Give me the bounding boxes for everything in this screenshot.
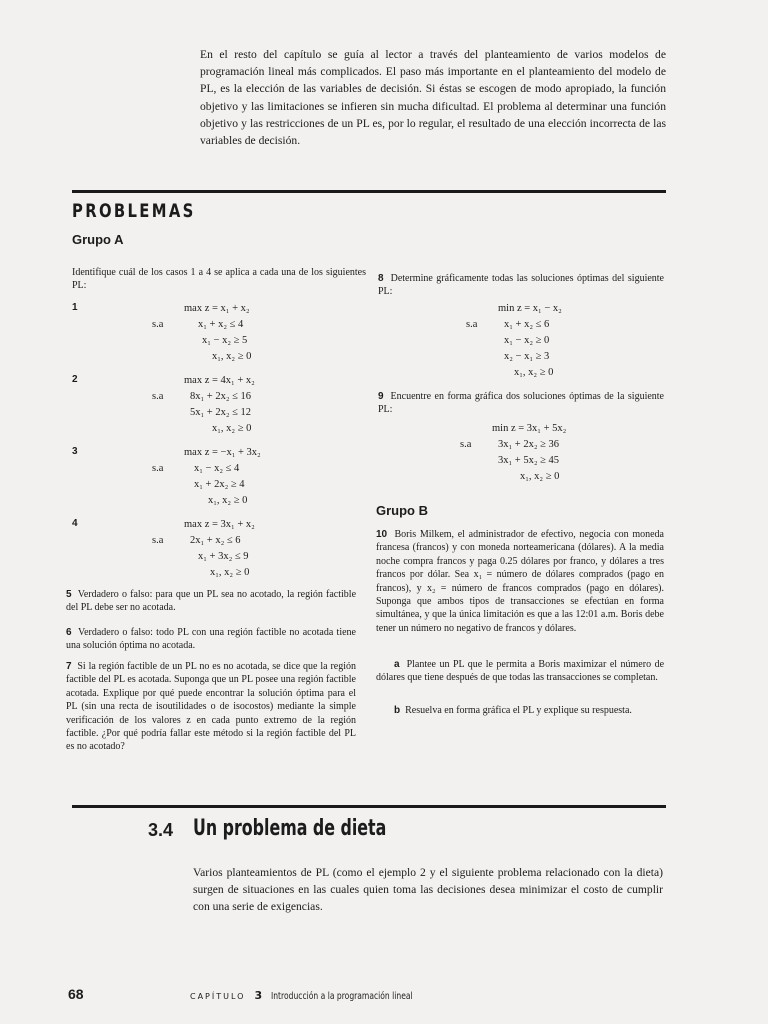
problem-10-part-a: a Plantee un PL que le permita a Boris maximizar el número de dólares que tiene después de que todas las transacciones se completan. (376, 659, 665, 684)
problem-1-number: 1 (72, 302, 78, 313)
problem-7: 7 Si la región factible de un PL no es no acotada, se dice que la región factible del PL es acotada. Suponga que un PL posee una región factible acotada. Explique por qué puede encontrar la solución óptima para el PL (sin una recta de isoutilidades o de isocostos) mediante la simple verificación de los valores z en cada punto extremo de la región factible. ¿Por qué podría fallar este método si la región factible del PL es no acotado? (66, 661, 357, 753)
problem-4-model: max z = 3x₁ + x₂ s.a 2x₁ + x₂ ≤ 6 x₁ + 3x₂ ≤ 9 x₁, x₂ ≥ 0 (152, 519, 255, 578)
problem-2-number: 2 (72, 374, 78, 385)
section-number: 3.4 (148, 820, 174, 840)
section-heading: Un problema de dieta (193, 816, 387, 841)
problem-9-statement: 9 Encuentre en forma gráfica dos soluciones óptimas de la siguiente PL: (378, 391, 664, 416)
section-rule-bottom (72, 805, 666, 808)
section-paragraph: Varios planteamientos de PL (como el ejemplo 2 y el siguiente problema relacionado con la dieta) surgen de situaciones en las cuales quien toma las decisiones desea minimizar el costo de cumplir con una serie de exigencias. (193, 866, 663, 913)
problem-9-model: min z = 3x₁ + 5x₂ s.a 3x₁ + 2x₂ ≥ 36 3x₁ + 5x₂ ≥ 45 x₁, x₂ ≥ 0 (460, 423, 567, 482)
chapter-number: 3 (254, 989, 263, 1002)
running-footer (190, 989, 448, 1002)
problem-4-number: 4 (72, 518, 78, 529)
group-b-title: Grupo B (376, 503, 428, 518)
group-a-instruction: Identifique cuál de los casos 1 a 4 se aplica a cada una de los siguientes PL: (72, 267, 366, 292)
problem-10-statement: 10 Boris Milkem, el administrador de efectivo, negocia con moneda francesa (francos) y con moneda norteamericana (dólares). A la media noche compra francos y paga 0.25 dólares por franco, y dólares a tres francos por dólar. Sea x₁ = número de dólares comprados (pago en francos), y x₂ = número de francos comprados (pago en dólares). Suponga que ambos tipos de transacciones se efectúan en forma simultánea, y que la única limitación es que a las 12:01 a.m. Boris debe tener un número no negativo de francos y dólares. (376, 529, 664, 634)
problem-8-statement: 8 Determine gráficamente todas las soluciones óptimas del siguiente PL: (378, 273, 664, 298)
section-title: PROBLEMAS (72, 200, 196, 222)
group-a-title: Grupo A (72, 232, 124, 247)
intro-paragraph: En el resto del capítulo se guía al lector a través del planteamiento de varios modelos de programación lineal más complicados. El paso más importante en el planteamiento del modelo de PL, es la elección de las variables de decisión. Si éstas se escogen de modo apropiado, la función objetivo y las limitaciones se infieren sin mucha dificultad. El problema al determinar una función objetivo y las restricciones de un PL es, por lo regular, el resultado de una elección incorrecta de las variables de decisión. (200, 48, 666, 148)
chapter-word: CAPÍTULO (190, 992, 246, 1001)
problem-5: 5 Verdadero o falso: para que un PL sea no acotado, la región factible del PL debe ser no acotada. (66, 589, 357, 614)
problem-2-model: max z = 4x₁ + x₂ s.a 8x₁ + 2x₂ ≤ 16 5x₁ + 2x₂ ≤ 12 x₁, x₂ ≥ 0 (152, 375, 255, 434)
problem-6: 6 Verdadero o falso: todo PL con una región factible no acotada tiene una solución óptima no acotada. (66, 627, 356, 652)
problem-3-number: 3 (72, 446, 78, 457)
chapter-title: Introducción a la programación lineal (271, 991, 413, 1002)
problem-3-model: max z = −x₁ + 3x₂ s.a x₁ − x₂ ≤ 4 x₁ + 2x₂ ≥ 4 x₁, x₂ ≥ 0 (152, 447, 261, 506)
problem-8-model: min z = x₁ − x₂ s.a x₁ + x₂ ≤ 6 x₁ − x₂ ≥ 0 x₂ − x₁ ≥ 3 x₁, x₂ ≥ 0 (466, 303, 562, 378)
section-rule-top (72, 190, 666, 193)
problem-10-part-b: b Resuelva en forma gráfica el PL y explique su respuesta. (394, 705, 632, 716)
page-number: 68 (68, 986, 84, 1002)
problem-1-model: max z = x₁ + x₂ s.a x₁ + x₂ ≤ 4 x₁ − x₂ ≥ 5 x₁, x₂ ≥ 0 (152, 303, 252, 362)
